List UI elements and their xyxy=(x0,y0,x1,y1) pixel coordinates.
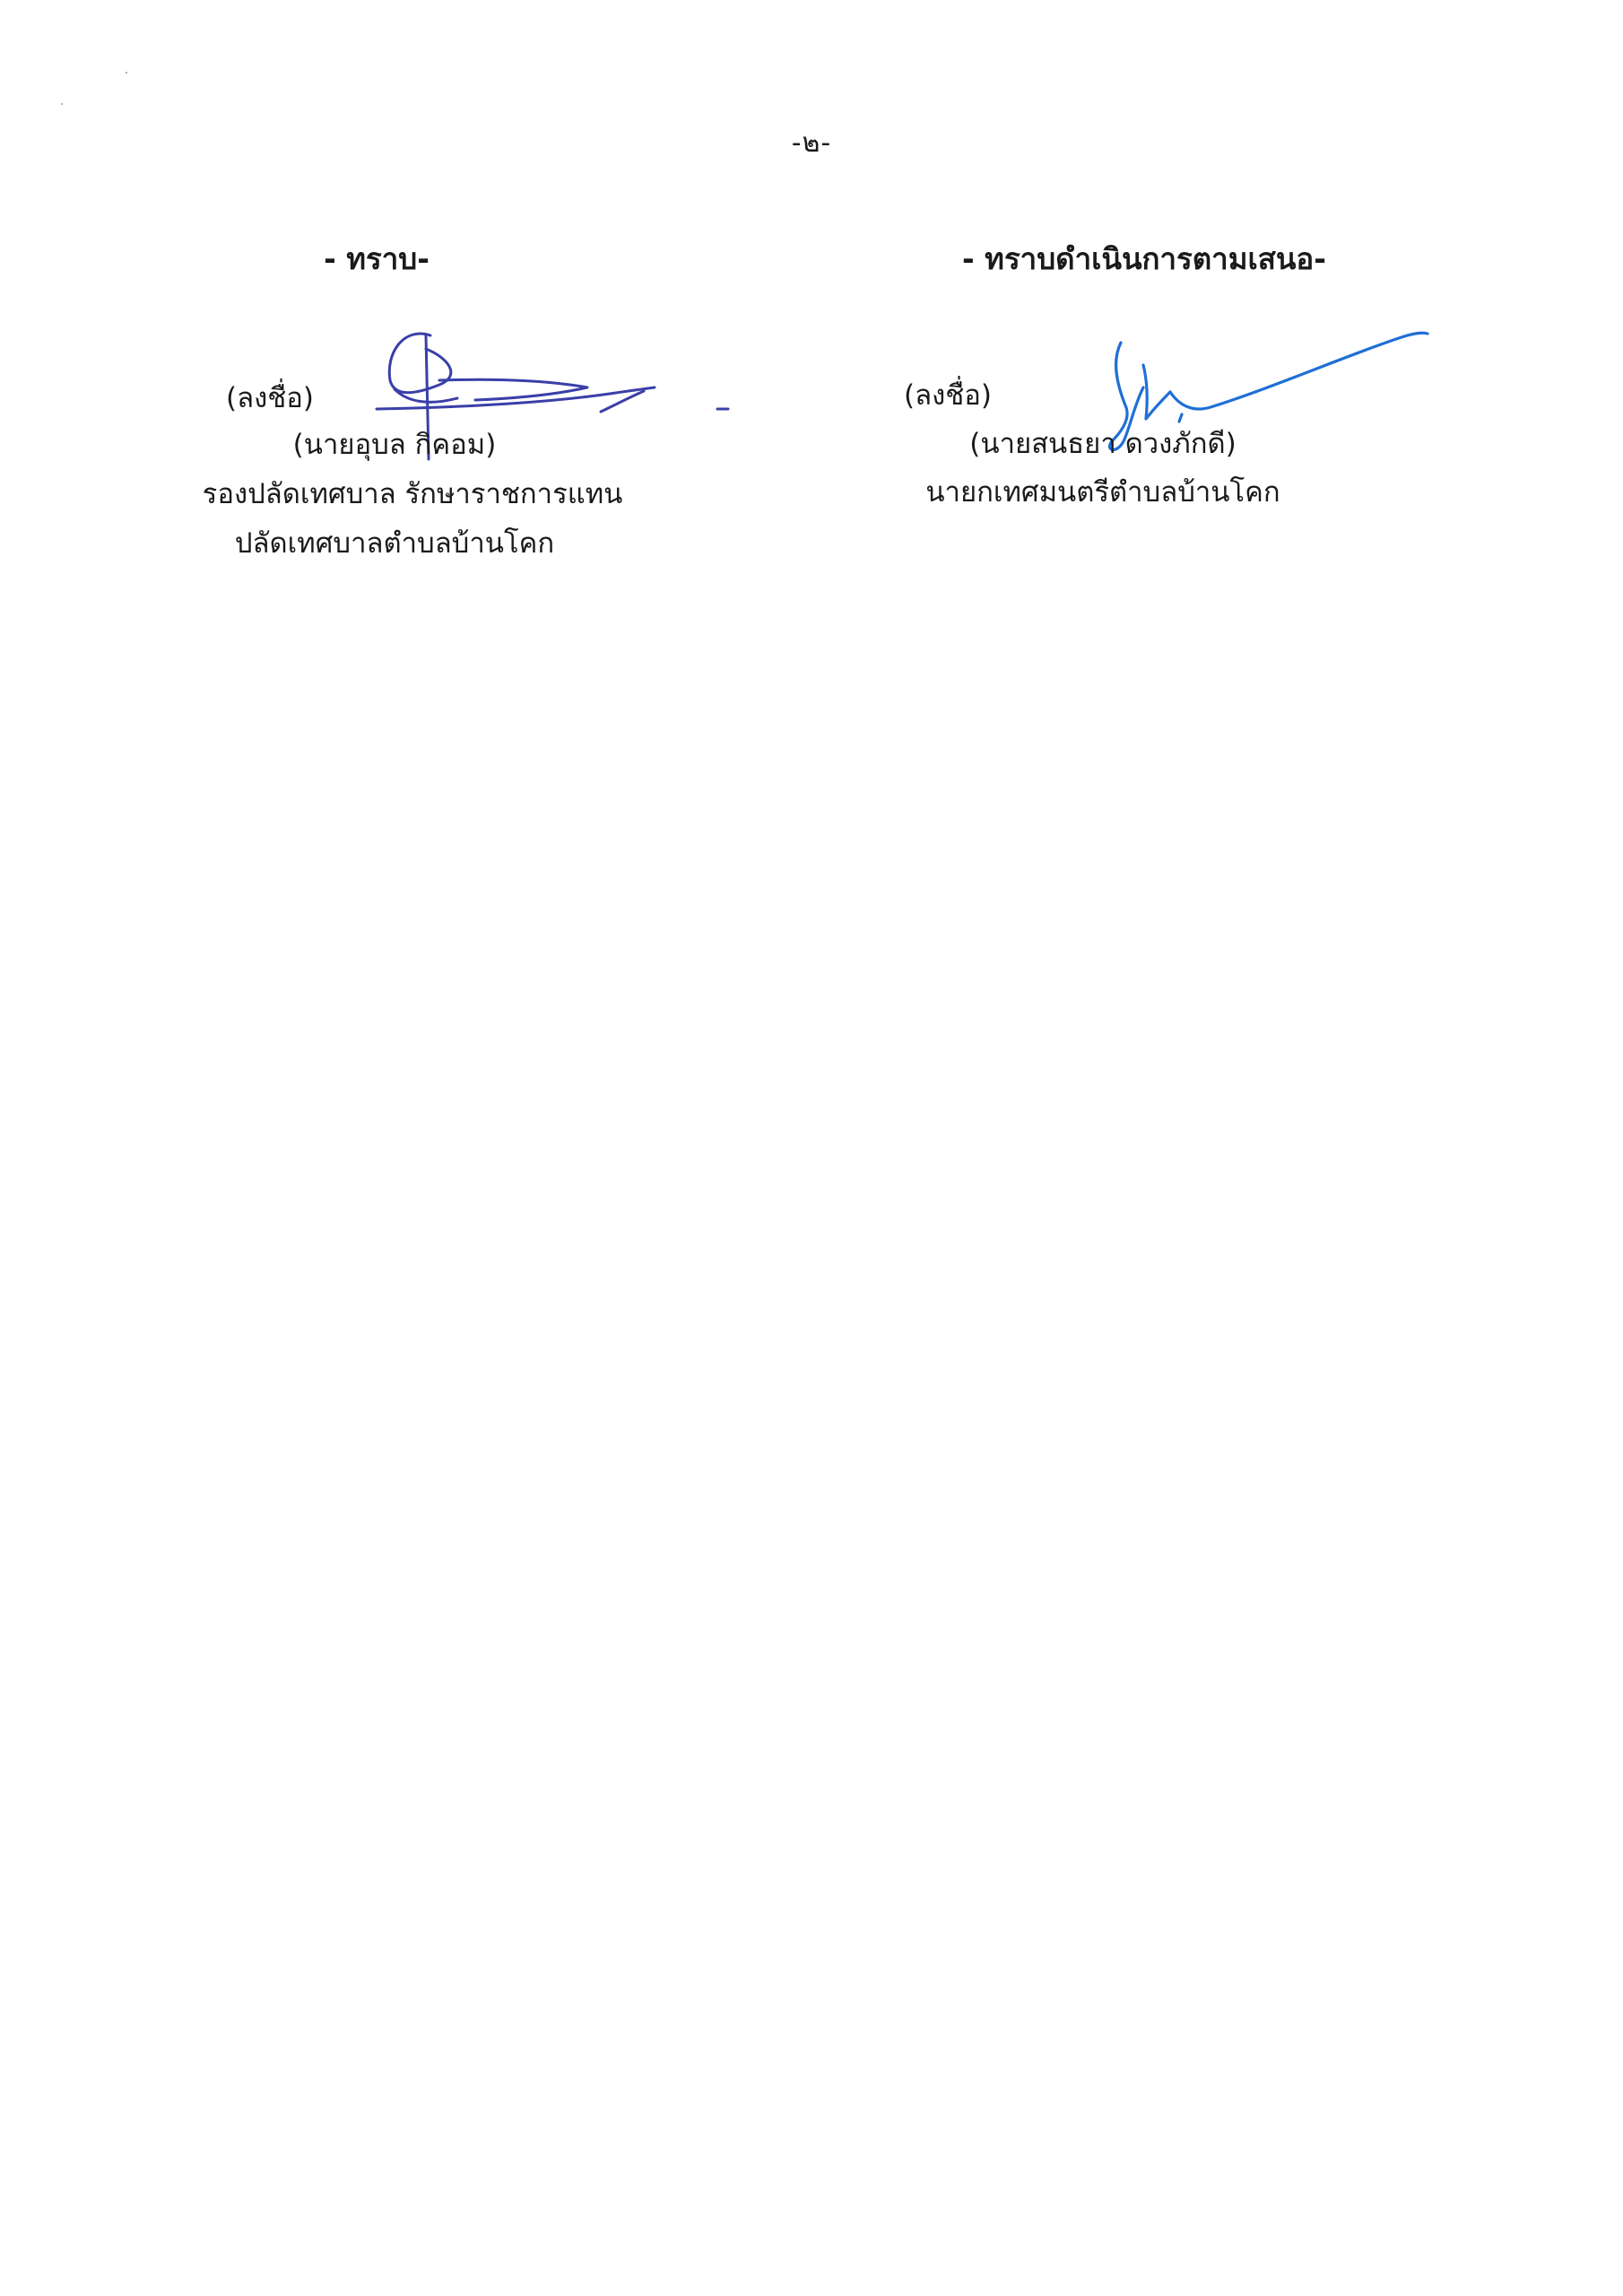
scan-speck xyxy=(61,103,63,105)
sign-label: (ลงชื่อ) xyxy=(904,379,992,412)
signer-position-line-1: นายกเทศมนตรีตำบลบ้านโคก xyxy=(925,476,1280,509)
scan-speck xyxy=(126,72,127,74)
signature-block-left xyxy=(179,235,681,594)
signer-position-line-1: รองปลัดเทศบาล รักษาราชการแทน xyxy=(202,478,623,510)
signer-name: (นายสนธยา ดวงภักดี) xyxy=(969,428,1237,460)
signer-name: (นายอุบล กิคอม) xyxy=(292,429,497,461)
page-number: -๒- xyxy=(791,127,832,159)
acknowledgement-heading: - ทราบ- xyxy=(324,241,430,276)
signer-position-line-2: ปลัดเทศบาลตำบลบ้านโคก xyxy=(234,527,555,560)
approval-heading: - ทราบดำเนินการตามเสนอ- xyxy=(962,241,1326,276)
signature-block-right xyxy=(879,235,1435,594)
sign-label: (ลงชื่อ) xyxy=(226,382,314,414)
